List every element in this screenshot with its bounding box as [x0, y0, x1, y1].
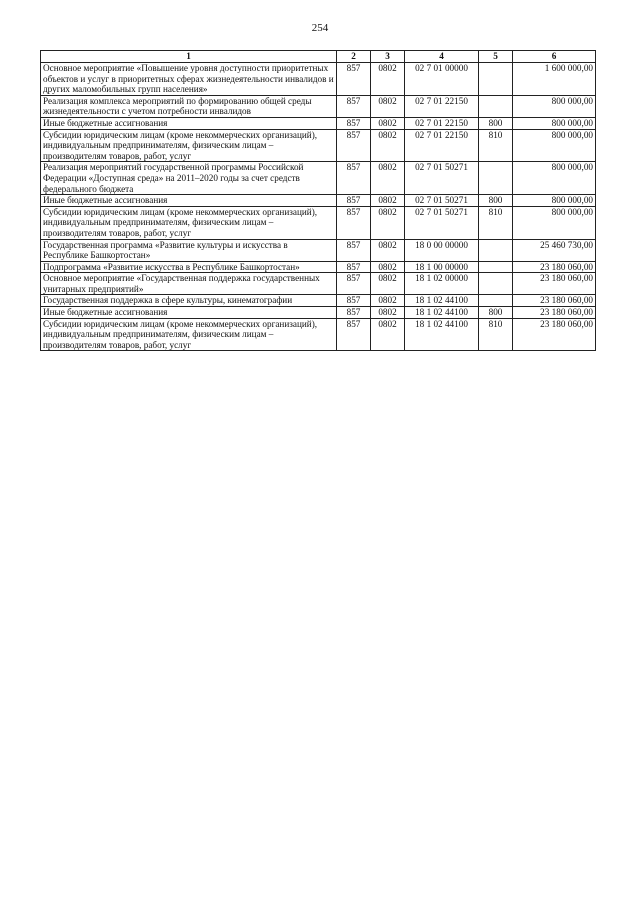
table-row: [41, 318, 596, 351]
expense-type-cell: 800: [479, 117, 513, 129]
admin-code-cell: 857: [337, 239, 371, 261]
section-code-cell: 0802: [371, 206, 405, 239]
row-name-cell: Субсидии юридическим лицам (кроме некоммерческих организаций), индивидуальным предпринимателям, физическим лицам – производителям товаров, работ, услуг: [41, 318, 337, 351]
amount-cell: 23 180 060,00: [513, 261, 596, 273]
row-name-cell: Субсидии юридическим лицам (кроме некоммерческих организаций), индивидуальным предпринимателям, физическим лицам – производителям товаров, работ, услуг: [41, 129, 337, 162]
amount-cell: 800 000,00: [513, 195, 596, 207]
target-article-cell: 02 7 01 00000: [405, 63, 479, 96]
section-code-cell: 0802: [371, 63, 405, 96]
row-name-cell: Государственная поддержка в сфере культуры, кинематографии: [41, 295, 337, 307]
target-article-cell: 02 7 01 22150: [405, 129, 479, 162]
table-header: [41, 51, 596, 63]
row-name-cell: Иные бюджетные ассигнования: [41, 117, 337, 129]
table-row: [41, 239, 596, 261]
row-name-cell: Реализация мероприятий государственной программы Российской Федерации «Доступная среда» на 2011–2020 годы за счет средств федерального бюджета: [41, 162, 337, 195]
expense-type-cell: 810: [479, 318, 513, 351]
table-row: [41, 307, 596, 319]
admin-code-cell: 857: [337, 273, 371, 295]
section-code-cell: 0802: [371, 295, 405, 307]
section-code-cell: 0802: [371, 273, 405, 295]
amount-cell: 800 000,00: [513, 95, 596, 117]
row-name-cell: Основное мероприятие «Государственная поддержка государственных унитарных предприятий»: [41, 273, 337, 295]
expense-type-cell: 810: [479, 129, 513, 162]
table-row: [41, 129, 596, 162]
expense-type-cell: [479, 295, 513, 307]
column-header-2: 2: [337, 51, 371, 63]
target-article-cell: 18 1 00 00000: [405, 261, 479, 273]
target-article-cell: 02 7 01 22150: [405, 117, 479, 129]
row-name-cell: Основное мероприятие «Повышение уровня доступности приоритетных объектов и услуг в приоритетных сферах жизнедеятельности инвалидов и других маломобильных групп населения»: [41, 63, 337, 96]
admin-code-cell: 857: [337, 295, 371, 307]
admin-code-cell: 857: [337, 129, 371, 162]
row-name-cell: Государственная программа «Развитие культуры и искусства в Республике Башкортостан»: [41, 239, 337, 261]
amount-cell: 25 460 730,00: [513, 239, 596, 261]
section-code-cell: 0802: [371, 318, 405, 351]
row-name-cell: Иные бюджетные ассигнования: [41, 307, 337, 319]
admin-code-cell: 857: [337, 195, 371, 207]
column-header-3: 3: [371, 51, 405, 63]
target-article-cell: 18 1 02 44100: [405, 318, 479, 351]
expense-type-cell: [479, 95, 513, 117]
section-code-cell: 0802: [371, 239, 405, 261]
table-body: [41, 63, 596, 351]
admin-code-cell: 857: [337, 117, 371, 129]
admin-code-cell: 857: [337, 206, 371, 239]
table-row: [41, 273, 596, 295]
expense-type-cell: [479, 273, 513, 295]
expense-type-cell: [479, 63, 513, 96]
expense-type-cell: 800: [479, 307, 513, 319]
admin-code-cell: 857: [337, 318, 371, 351]
admin-code-cell: 857: [337, 95, 371, 117]
table-row: [41, 63, 596, 96]
expense-type-cell: 800: [479, 195, 513, 207]
expense-type-cell: [479, 239, 513, 261]
target-article-cell: 02 7 01 50271: [405, 206, 479, 239]
target-article-cell: 18 1 02 00000: [405, 273, 479, 295]
header-row: [41, 51, 596, 63]
admin-code-cell: 857: [337, 307, 371, 319]
admin-code-cell: 857: [337, 261, 371, 273]
row-name-cell: Реализация комплекса мероприятий по формированию общей среды жизнедеятельности с учетом потребности инвалидов: [41, 95, 337, 117]
page-number: 254: [311, 22, 329, 34]
section-code-cell: 0802: [371, 307, 405, 319]
section-code-cell: 0802: [371, 95, 405, 117]
table-row: [41, 295, 596, 307]
table-row: [41, 162, 596, 195]
table-row: [41, 195, 596, 207]
section-code-cell: 0802: [371, 129, 405, 162]
table-row: [41, 95, 596, 117]
row-name-cell: Иные бюджетные ассигнования: [41, 195, 337, 207]
target-article-cell: 02 7 01 50271: [405, 195, 479, 207]
amount-cell: 1 600 000,00: [513, 63, 596, 96]
expense-type-cell: 810: [479, 206, 513, 239]
table-row: [41, 261, 596, 273]
table-row: [41, 117, 596, 129]
target-article-cell: 18 1 02 44100: [405, 295, 479, 307]
target-article-cell: 18 1 02 44100: [405, 307, 479, 319]
section-code-cell: 0802: [371, 117, 405, 129]
section-code-cell: 0802: [371, 261, 405, 273]
admin-code-cell: 857: [337, 63, 371, 96]
target-article-cell: 02 7 01 22150: [405, 95, 479, 117]
amount-cell: 23 180 060,00: [513, 273, 596, 295]
amount-cell: 800 000,00: [513, 117, 596, 129]
table-row: [41, 206, 596, 239]
expense-type-cell: [479, 261, 513, 273]
amount-cell: 23 180 060,00: [513, 307, 596, 319]
amount-cell: 23 180 060,00: [513, 318, 596, 351]
section-code-cell: 0802: [371, 195, 405, 207]
column-header-4: 4: [405, 51, 479, 63]
column-header-6: 6: [513, 51, 596, 63]
amount-cell: 800 000,00: [513, 162, 596, 195]
amount-cell: 800 000,00: [513, 129, 596, 162]
amount-cell: 23 180 060,00: [513, 295, 596, 307]
target-article-cell: 02 7 01 50271: [405, 162, 479, 195]
expense-type-cell: [479, 162, 513, 195]
section-code-cell: 0802: [371, 162, 405, 195]
target-article-cell: 18 0 00 00000: [405, 239, 479, 261]
admin-code-cell: 857: [337, 162, 371, 195]
row-name-cell: Субсидии юридическим лицам (кроме некоммерческих организаций), индивидуальным предпринимателям, физическим лицам – производителям товаров, работ, услуг: [41, 206, 337, 239]
column-header-5: 5: [479, 51, 513, 63]
amount-cell: 800 000,00: [513, 206, 596, 239]
budget-table: [40, 50, 596, 351]
row-name-cell: Подпрограмма «Развитие искусства в Республике Башкортостан»: [41, 261, 337, 273]
column-header-1: 1: [41, 51, 337, 63]
